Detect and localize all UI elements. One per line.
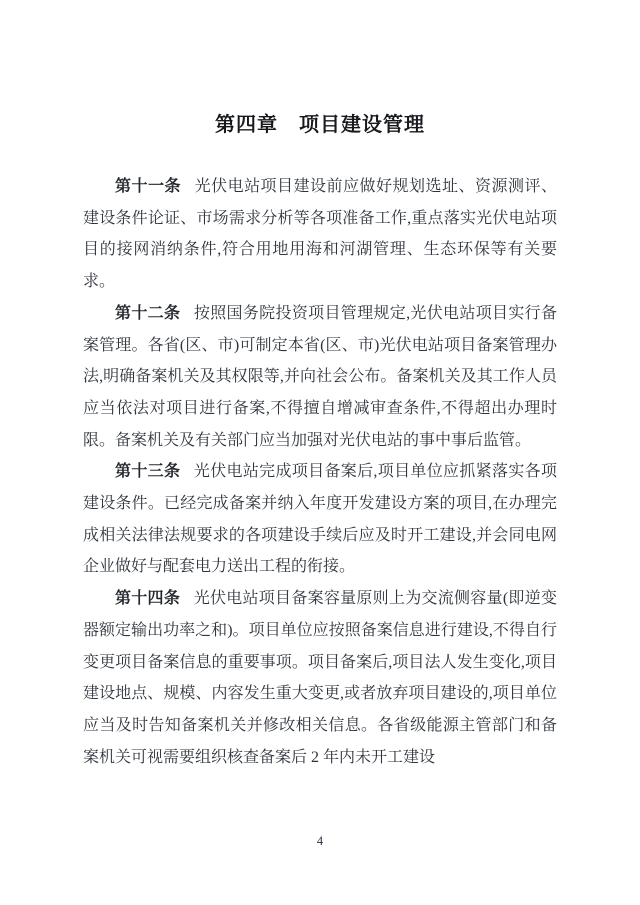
article-paragraph-12 <box>83 298 557 457</box>
article-paragraph-13 <box>83 456 557 583</box>
article-number: 第十四条 <box>115 590 181 608</box>
article-paragraph-14 <box>83 583 557 773</box>
page-number: 4 <box>316 834 324 848</box>
article-number: 第十二条 <box>115 304 181 322</box>
article-number: 第十三条 <box>115 463 181 481</box>
document-body <box>83 171 557 773</box>
chapter-title: 第四章 项目建设管理 <box>215 114 425 136</box>
article-text: 光伏电站项目备案容量原则上为交流侧容量(即逆变器额定输出功率之和)。项目单位应按照备案信息进行建设,不得自行变更项目备案信息的重要事项。项目备案后,项目法人发生变化,项目建设地点、规模、内容发生重大变更,或者放弃项目建设的,项目单位应当及时告知备案机关并修改相关信息。各省级能源主管部门和备案机关可视需要组织核查备案后 2 年内未开工建设 <box>83 590 557 766</box>
article-text: 光伏电站项目建设前应做好规划选址、资源测评、建设条件论证、市场需求分析等各项准备工作,重点落实光伏电站项目的接网消纳条件,符合用地用海和河湖管理、生态环保等有关要求。 <box>83 178 557 291</box>
article-text: 按照国务院投资项目管理规定,光伏电站项目实行备案管理。各省(区、市)可制定本省(区、市)光伏电站项目备案管理办法,明确备案机关及其权限等,并向社会公布。备案机关及其工作人员应当依法对项目进行备案,不得擅自增减审查条件,不得超出办理时限。备案机关及有关部门应当加强对光伏电站的事中事后监管。 <box>83 304 557 449</box>
article-number: 第十一条 <box>115 178 181 195</box>
article-text: 光伏电站完成项目备案后,项目单位应抓紧落实各项建设条件。已经完成备案并纳入年度开发建设方案的项目,在办理完成相关法律法规要求的各项建设手续后应及时开工建设,并会同电网企业做好与配套电力送出工程的衔接。 <box>83 463 557 576</box>
article-paragraph-11 <box>83 171 557 298</box>
